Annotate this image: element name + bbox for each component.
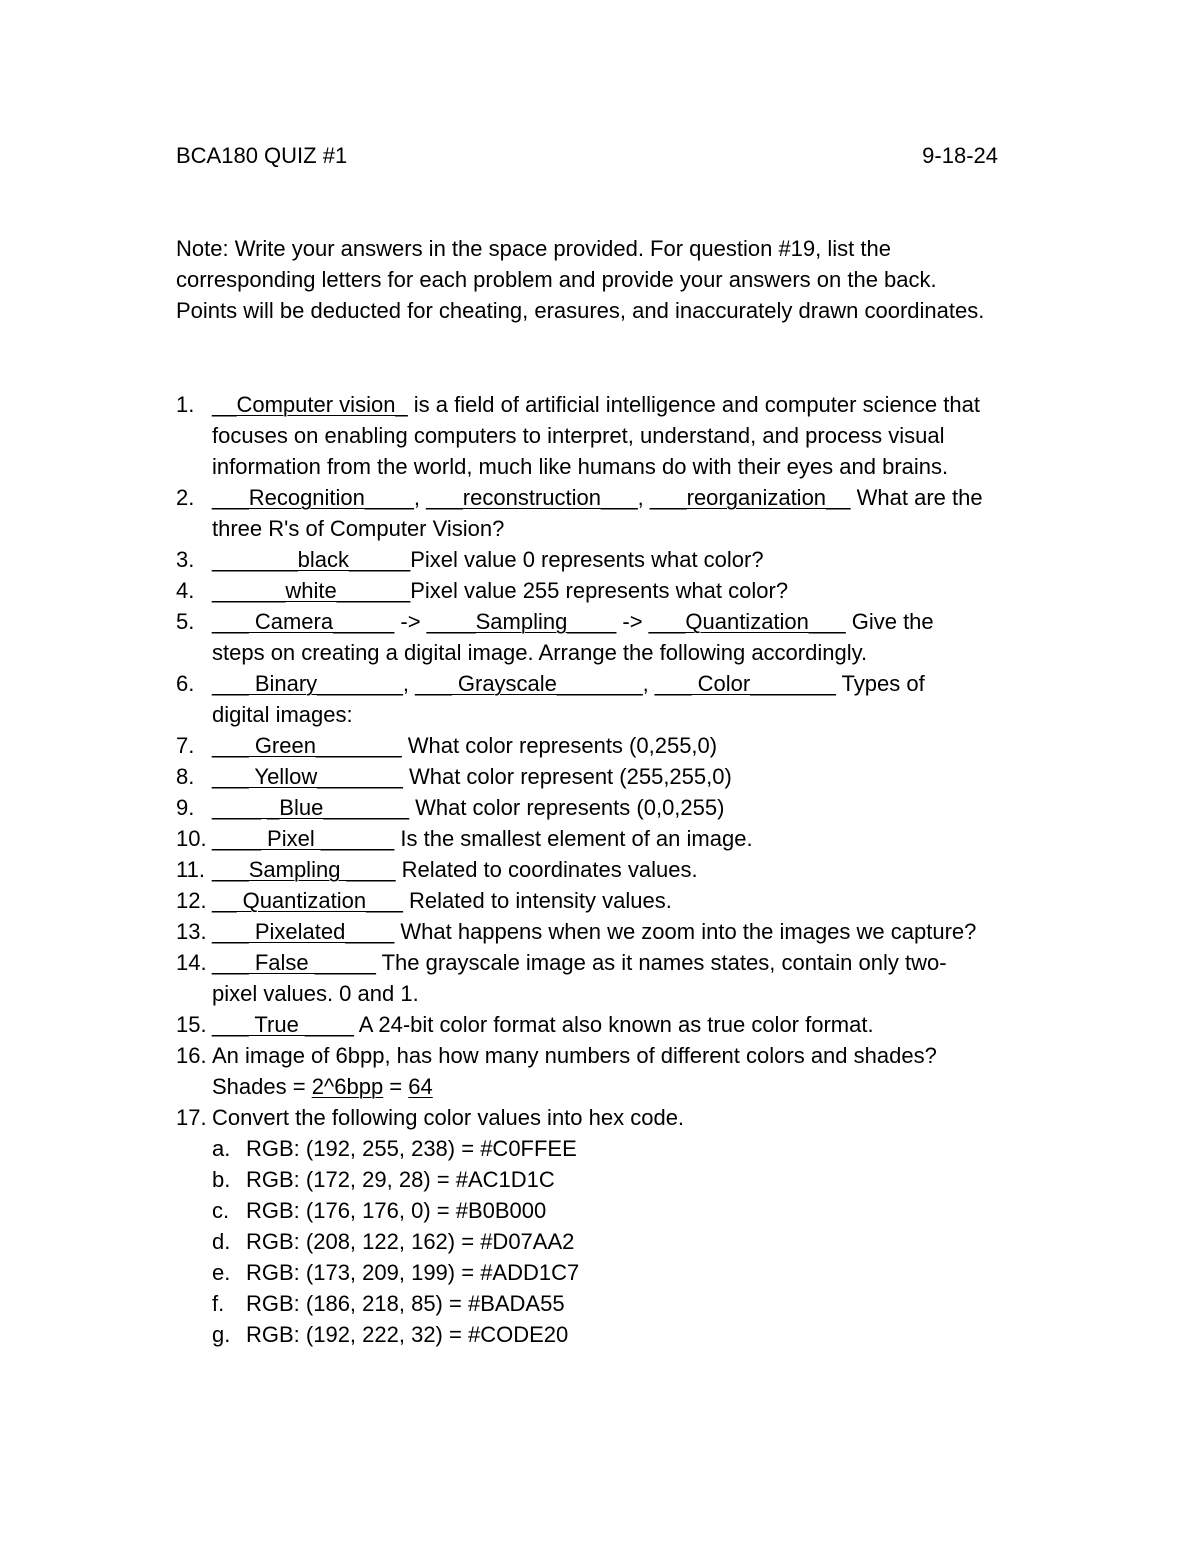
- question-9: [0, 792, 1200, 823]
- question-number: 5.: [176, 609, 195, 634]
- sub-item-f: [0, 1288, 1200, 1319]
- question-text: digital images:: [212, 702, 353, 727]
- note-line: Note: Write your answers in the space provided. For question #19, list the: [176, 236, 891, 261]
- question-text: information from the world, much like humans do with their eyes and brains.: [212, 454, 949, 479]
- sub-item-b: [0, 1164, 1200, 1195]
- question-line: [212, 916, 1200, 947]
- answer-prefix: Shades =: [212, 1074, 312, 1099]
- question-number: 1.: [176, 392, 195, 417]
- note-line: Points will be deducted for cheating, erasures, and inaccurately drawn coordinates.: [176, 298, 985, 323]
- answer-blank: __Computer vision_: [212, 392, 408, 417]
- sub-item-text: RGB: (208, 122, 162) = #D07AA2: [246, 1229, 575, 1254]
- question-text: Types of: [835, 671, 925, 696]
- question-line: [212, 606, 1200, 637]
- answer-blank: ___reorganization__: [649, 485, 851, 510]
- answer-blank: ____ _Blue_______: [212, 795, 409, 820]
- question-line: [212, 823, 1200, 854]
- question-text: Related to coordinates values.: [395, 857, 698, 882]
- answer-blank: ___ Pixelated____: [212, 919, 395, 944]
- question-text: Pixel value 0 represents what color?: [410, 547, 764, 572]
- separator: ->: [616, 609, 649, 634]
- question-line: [212, 792, 1200, 823]
- question-text: is a field of artificial intelligence and computer science that: [407, 392, 980, 417]
- question-4: [0, 575, 1200, 606]
- question-line: [212, 885, 1200, 916]
- question-number: 9.: [176, 795, 195, 820]
- answer-result: 64: [408, 1074, 433, 1099]
- answer-blank: ____Sampling____: [426, 609, 617, 634]
- answer-blank: __ Quantization___: [212, 888, 403, 913]
- answer-blank: ___Sampling ____: [212, 857, 396, 882]
- question-number: 12.: [176, 888, 207, 913]
- question-line: [212, 761, 1200, 792]
- separator: ,: [642, 671, 655, 696]
- sub-item-letter: b.: [212, 1167, 231, 1192]
- quiz-date: 9-18-24: [922, 143, 998, 168]
- question-number: 14.: [176, 950, 207, 975]
- question-10: [0, 823, 1200, 854]
- question-2: [0, 482, 1200, 544]
- sub-item-letter: g.: [212, 1322, 231, 1347]
- answer-blank: ___ Binary_______: [212, 671, 403, 696]
- question-line: [212, 575, 1200, 606]
- sub-item-text: RGB: (173, 209, 199) = #ADD1C7: [246, 1260, 580, 1285]
- answer-blank: ___ True ____: [212, 1012, 354, 1037]
- question-text: pixel values. 0 and 1.: [212, 981, 419, 1006]
- question-line: [212, 544, 1200, 575]
- question-11: [0, 854, 1200, 885]
- question-number: 3.: [176, 547, 195, 572]
- sub-item-letter: f.: [212, 1291, 225, 1316]
- sub-item-c: [0, 1195, 1200, 1226]
- sub-item-letter: d.: [212, 1229, 231, 1254]
- sub-item-text: RGB: (192, 222, 32) = #CODE20: [246, 1322, 569, 1347]
- question-number: 6.: [176, 671, 195, 696]
- question-number: 2.: [176, 485, 195, 510]
- question-1: [0, 389, 1200, 482]
- question-text: Related to intensity values.: [402, 888, 672, 913]
- question-14: [0, 947, 1200, 1009]
- question-text: Is the smallest element of an image.: [394, 826, 753, 851]
- question-text: An image of 6bpp, has how many numbers of different colors and shades?: [212, 1043, 937, 1068]
- question-line: [212, 389, 1200, 420]
- sub-item-e: [0, 1257, 1200, 1288]
- question-text: What are the: [850, 485, 983, 510]
- answer-blank: ___Recognition____: [212, 485, 414, 510]
- quiz-title: BCA180 QUIZ #1: [176, 143, 348, 168]
- sub-item-g: [0, 1319, 1200, 1350]
- sub-item-text: RGB: (172, 29, 28) = #AC1D1C: [246, 1167, 555, 1192]
- question-text: focuses on enabling computers to interpret, understand, and process visual: [212, 423, 945, 448]
- question-text: Give the: [845, 609, 934, 634]
- question-number: 11.: [176, 857, 205, 882]
- question-text: steps on creating a digital image. Arrange the following accordingly.: [212, 640, 868, 665]
- separator: ->: [394, 609, 427, 634]
- question-line: [212, 482, 1200, 513]
- question-15: [0, 1009, 1200, 1040]
- answer-blank: ___ Green_______: [212, 733, 402, 758]
- question-16: [0, 1040, 1200, 1102]
- question-line: [212, 730, 1200, 761]
- sub-item-letter: c.: [212, 1198, 230, 1223]
- question-text: What happens when we zoom into the images we capture?: [394, 919, 977, 944]
- sub-item-letter: e.: [212, 1260, 231, 1285]
- question-text: A 24-bit color format also known as true color format.: [353, 1012, 874, 1037]
- separator: ,: [402, 671, 416, 696]
- question-text: Pixel value 255 represents what color?: [410, 578, 789, 603]
- instructions-note: [176, 233, 1076, 326]
- question-text: The grayscale image as it names states, contain only two-: [375, 950, 947, 975]
- answer-blank: ___ Color_______: [654, 671, 836, 696]
- question-17: [0, 1102, 1200, 1133]
- question-number: 4.: [176, 578, 195, 603]
- sub-item-letter: a.: [212, 1136, 231, 1161]
- question-number: 17.: [176, 1105, 207, 1130]
- question-line: [212, 1009, 1200, 1040]
- question-number: 13.: [176, 919, 207, 944]
- question-number: 8.: [176, 764, 195, 789]
- sub-item-text: RGB: (186, 218, 85) = #BADA55: [246, 1291, 565, 1316]
- question-text: What color represents (0,255,0): [401, 733, 718, 758]
- question-line: [212, 668, 1200, 699]
- question-number: 15.: [176, 1012, 207, 1037]
- question-text: What color represent (255,255,0): [402, 764, 732, 789]
- separator: ,: [413, 485, 427, 510]
- answer-blank: _______black_____: [212, 547, 411, 572]
- question-3: [0, 544, 1200, 575]
- answer-blank: ____ Pixel ______: [212, 826, 395, 851]
- answer-blank: ___ Grayscale_______: [415, 671, 643, 696]
- answer-blank: ___ Camera_____: [212, 609, 395, 634]
- question-line: [212, 947, 1200, 978]
- answer-blank: ______white______: [212, 578, 411, 603]
- answer-blank: ___reconstruction___: [426, 485, 638, 510]
- question-number: 16.: [176, 1043, 207, 1068]
- note-line: corresponding letters for each problem and provide your answers on the back.: [176, 267, 937, 292]
- question-text: three R's of Computer Vision?: [212, 516, 505, 541]
- question-6: [0, 668, 1200, 730]
- answer-formula: 2^6bpp: [311, 1074, 384, 1099]
- question-line: [212, 854, 1200, 885]
- sub-item-a: [0, 1133, 1200, 1164]
- answer-blank: ___ False _____: [212, 950, 376, 975]
- question-text: What color represents (0,0,255): [408, 795, 725, 820]
- question-13: [0, 916, 1200, 947]
- answer-line: [212, 1071, 1200, 1102]
- question-5: [0, 606, 1200, 668]
- question-7: [0, 730, 1200, 761]
- question-8: [0, 761, 1200, 792]
- question-text: Convert the following color values into hex code.: [212, 1105, 685, 1130]
- question-number: 10.: [176, 826, 207, 851]
- sub-item-d: [0, 1226, 1200, 1257]
- sub-item-text: RGB: (192, 255, 238) = #C0FFEE: [246, 1136, 577, 1161]
- answer-blank: ___Quantization___: [648, 609, 846, 634]
- separator: ,: [637, 485, 650, 510]
- answer-blank: ___ Yellow_______: [212, 764, 403, 789]
- question-12: [0, 885, 1200, 916]
- question-number: 7.: [176, 733, 195, 758]
- question-list: [0, 389, 1200, 1350]
- answer-equals: =: [383, 1074, 409, 1099]
- sub-item-text: RGB: (176, 176, 0) = #B0B000: [246, 1198, 547, 1223]
